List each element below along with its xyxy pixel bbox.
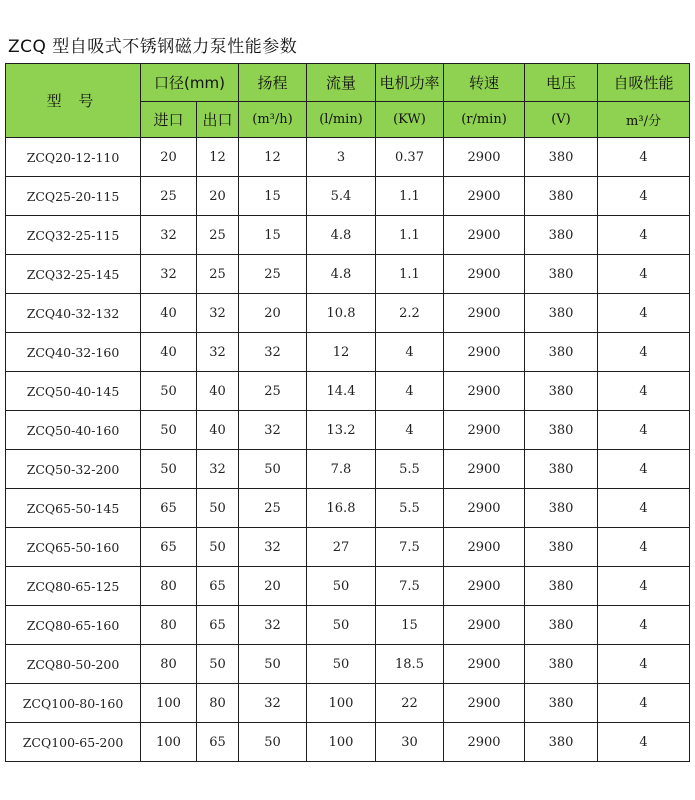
- header-speed-unit: (r/min): [444, 102, 525, 138]
- cell-flow: 5.4: [307, 177, 376, 216]
- table-row: [6, 723, 690, 762]
- cell-power: 7.5: [376, 567, 444, 606]
- cell-flow: 50: [307, 567, 376, 606]
- cell-model: ZCQ20-12-110: [6, 138, 141, 177]
- cell-model: ZCQ40-32-160: [6, 333, 141, 372]
- cell-model: ZCQ80-50-200: [6, 645, 141, 684]
- table-row: [6, 294, 690, 333]
- cell-model: ZCQ25-20-115: [6, 177, 141, 216]
- cell-voltage: 380: [525, 294, 598, 333]
- cell-power: 7.5: [376, 528, 444, 567]
- cell-power: 22: [376, 684, 444, 723]
- cell-voltage: 380: [525, 606, 598, 645]
- cell-speed: 2900: [444, 138, 525, 177]
- cell-self-priming: 4: [598, 138, 690, 177]
- cell-model: ZCQ50-40-160: [6, 411, 141, 450]
- page-title: ZCQ 型自吸式不锈钢磁力泵性能参数: [8, 37, 298, 57]
- cell-self-priming: 4: [598, 645, 690, 684]
- performance-table: [5, 63, 690, 762]
- cell-voltage: 380: [525, 450, 598, 489]
- cell-power: 18.5: [376, 645, 444, 684]
- cell-inlet: 100: [141, 684, 197, 723]
- header-head: 扬程: [239, 64, 307, 102]
- table-row: [6, 528, 690, 567]
- cell-head: 32: [239, 684, 307, 723]
- cell-self-priming: 4: [598, 177, 690, 216]
- cell-voltage: 380: [525, 723, 598, 762]
- header-speed: 转速: [444, 64, 525, 102]
- table-header: [6, 64, 690, 138]
- cell-speed: 2900: [444, 177, 525, 216]
- cell-flow: 50: [307, 645, 376, 684]
- table-row: [6, 450, 690, 489]
- table-row: [6, 489, 690, 528]
- cell-speed: 2900: [444, 723, 525, 762]
- cell-model: ZCQ32-25-115: [6, 216, 141, 255]
- header-outlet: 出口: [197, 102, 239, 138]
- cell-head: 12: [239, 138, 307, 177]
- cell-flow: 16.8: [307, 489, 376, 528]
- header-bore: 口径(mm): [141, 64, 239, 102]
- cell-speed: 2900: [444, 489, 525, 528]
- cell-power: 1.1: [376, 177, 444, 216]
- cell-power: 1.1: [376, 255, 444, 294]
- cell-power: 1.1: [376, 216, 444, 255]
- cell-speed: 2900: [444, 567, 525, 606]
- cell-head: 50: [239, 645, 307, 684]
- cell-outlet: 65: [197, 606, 239, 645]
- cell-self-priming: 4: [598, 567, 690, 606]
- cell-power: 30: [376, 723, 444, 762]
- cell-self-priming: 4: [598, 450, 690, 489]
- cell-outlet: 50: [197, 645, 239, 684]
- cell-model: ZCQ80-65-125: [6, 567, 141, 606]
- cell-self-priming: 4: [598, 333, 690, 372]
- table-body: [6, 138, 690, 762]
- table-row: [6, 411, 690, 450]
- cell-inlet: 40: [141, 294, 197, 333]
- header-power-unit: (KW): [376, 102, 444, 138]
- cell-voltage: 380: [525, 333, 598, 372]
- cell-model: ZCQ65-50-160: [6, 528, 141, 567]
- cell-inlet: 32: [141, 255, 197, 294]
- table-row: [6, 138, 690, 177]
- table-row: [6, 684, 690, 723]
- header-inlet: 进口: [141, 102, 197, 138]
- cell-self-priming: 4: [598, 606, 690, 645]
- cell-voltage: 380: [525, 645, 598, 684]
- cell-outlet: 50: [197, 489, 239, 528]
- cell-head: 32: [239, 606, 307, 645]
- cell-inlet: 40: [141, 333, 197, 372]
- header-voltage: 电压: [525, 64, 598, 102]
- cell-speed: 2900: [444, 684, 525, 723]
- cell-head: 25: [239, 372, 307, 411]
- cell-outlet: 25: [197, 255, 239, 294]
- cell-model: ZCQ80-65-160: [6, 606, 141, 645]
- cell-head: 32: [239, 528, 307, 567]
- cell-flow: 27: [307, 528, 376, 567]
- cell-inlet: 25: [141, 177, 197, 216]
- cell-head: 50: [239, 723, 307, 762]
- cell-voltage: 380: [525, 216, 598, 255]
- cell-inlet: 50: [141, 450, 197, 489]
- cell-speed: 2900: [444, 645, 525, 684]
- cell-inlet: 50: [141, 372, 197, 411]
- cell-speed: 2900: [444, 411, 525, 450]
- cell-inlet: 65: [141, 489, 197, 528]
- table-row: [6, 255, 690, 294]
- table-row: [6, 645, 690, 684]
- cell-head: 20: [239, 567, 307, 606]
- cell-flow: 4.8: [307, 255, 376, 294]
- cell-outlet: 20: [197, 177, 239, 216]
- cell-head: 20: [239, 294, 307, 333]
- cell-speed: 2900: [444, 333, 525, 372]
- table-row: [6, 567, 690, 606]
- cell-inlet: 80: [141, 567, 197, 606]
- cell-flow: 12: [307, 333, 376, 372]
- cell-flow: 50: [307, 606, 376, 645]
- cell-flow: 4.8: [307, 216, 376, 255]
- cell-flow: 14.4: [307, 372, 376, 411]
- cell-outlet: 25: [197, 216, 239, 255]
- cell-inlet: 50: [141, 411, 197, 450]
- header-self-priming: 自吸性能: [598, 64, 690, 102]
- cell-power: 4: [376, 411, 444, 450]
- cell-voltage: 380: [525, 528, 598, 567]
- cell-speed: 2900: [444, 528, 525, 567]
- table-row: [6, 333, 690, 372]
- table-row: [6, 372, 690, 411]
- cell-voltage: 380: [525, 138, 598, 177]
- cell-speed: 2900: [444, 294, 525, 333]
- header-head-unit: (m³/h): [239, 102, 307, 138]
- cell-speed: 2900: [444, 450, 525, 489]
- cell-outlet: 32: [197, 450, 239, 489]
- cell-power: 5.5: [376, 450, 444, 489]
- cell-self-priming: 4: [598, 372, 690, 411]
- table-row: [6, 216, 690, 255]
- cell-head: 25: [239, 255, 307, 294]
- cell-flow: 13.2: [307, 411, 376, 450]
- cell-inlet: 80: [141, 645, 197, 684]
- cell-self-priming: 4: [598, 489, 690, 528]
- header-voltage-unit: (V): [525, 102, 598, 138]
- cell-outlet: 12: [197, 138, 239, 177]
- cell-self-priming: 4: [598, 411, 690, 450]
- cell-head: 50: [239, 450, 307, 489]
- cell-head: 15: [239, 216, 307, 255]
- cell-head: 32: [239, 333, 307, 372]
- cell-speed: 2900: [444, 255, 525, 294]
- cell-flow: 7.8: [307, 450, 376, 489]
- cell-inlet: 32: [141, 216, 197, 255]
- cell-self-priming: 4: [598, 216, 690, 255]
- cell-model: ZCQ40-32-132: [6, 294, 141, 333]
- cell-outlet: 80: [197, 684, 239, 723]
- cell-self-priming: 4: [598, 723, 690, 762]
- cell-power: 15: [376, 606, 444, 645]
- cell-voltage: 380: [525, 177, 598, 216]
- header-power: 电机功率: [376, 64, 444, 102]
- cell-flow: 3: [307, 138, 376, 177]
- cell-inlet: 65: [141, 528, 197, 567]
- cell-model: ZCQ100-80-160: [6, 684, 141, 723]
- cell-flow: 100: [307, 684, 376, 723]
- cell-power: 4: [376, 372, 444, 411]
- cell-outlet: 65: [197, 567, 239, 606]
- cell-self-priming: 4: [598, 684, 690, 723]
- cell-inlet: 20: [141, 138, 197, 177]
- cell-speed: 2900: [444, 606, 525, 645]
- header-flow: 流量: [307, 64, 376, 102]
- cell-voltage: 380: [525, 411, 598, 450]
- cell-outlet: 40: [197, 411, 239, 450]
- cell-flow: 10.8: [307, 294, 376, 333]
- cell-head: 32: [239, 411, 307, 450]
- cell-power: 4: [376, 333, 444, 372]
- cell-outlet: 65: [197, 723, 239, 762]
- cell-voltage: 380: [525, 255, 598, 294]
- table-row: [6, 606, 690, 645]
- cell-voltage: 380: [525, 372, 598, 411]
- cell-speed: 2900: [444, 372, 525, 411]
- header-self-priming-unit: m³/分: [598, 102, 690, 138]
- cell-self-priming: 4: [598, 255, 690, 294]
- header-model: 型 号: [6, 64, 141, 138]
- cell-model: ZCQ65-50-145: [6, 489, 141, 528]
- cell-model: ZCQ32-25-145: [6, 255, 141, 294]
- cell-head: 25: [239, 489, 307, 528]
- cell-flow: 100: [307, 723, 376, 762]
- cell-power: 5.5: [376, 489, 444, 528]
- cell-inlet: 80: [141, 606, 197, 645]
- table-row: [6, 177, 690, 216]
- cell-voltage: 380: [525, 489, 598, 528]
- cell-outlet: 40: [197, 372, 239, 411]
- cell-inlet: 100: [141, 723, 197, 762]
- cell-power: 2.2: [376, 294, 444, 333]
- cell-self-priming: 4: [598, 294, 690, 333]
- cell-voltage: 380: [525, 684, 598, 723]
- cell-model: ZCQ100-65-200: [6, 723, 141, 762]
- header-flow-unit: (l/min): [307, 102, 376, 138]
- cell-head: 15: [239, 177, 307, 216]
- cell-speed: 2900: [444, 216, 525, 255]
- cell-voltage: 380: [525, 567, 598, 606]
- cell-model: ZCQ50-40-145: [6, 372, 141, 411]
- cell-outlet: 32: [197, 333, 239, 372]
- cell-self-priming: 4: [598, 528, 690, 567]
- cell-outlet: 50: [197, 528, 239, 567]
- cell-power: 0.37: [376, 138, 444, 177]
- cell-model: ZCQ50-32-200: [6, 450, 141, 489]
- cell-outlet: 32: [197, 294, 239, 333]
